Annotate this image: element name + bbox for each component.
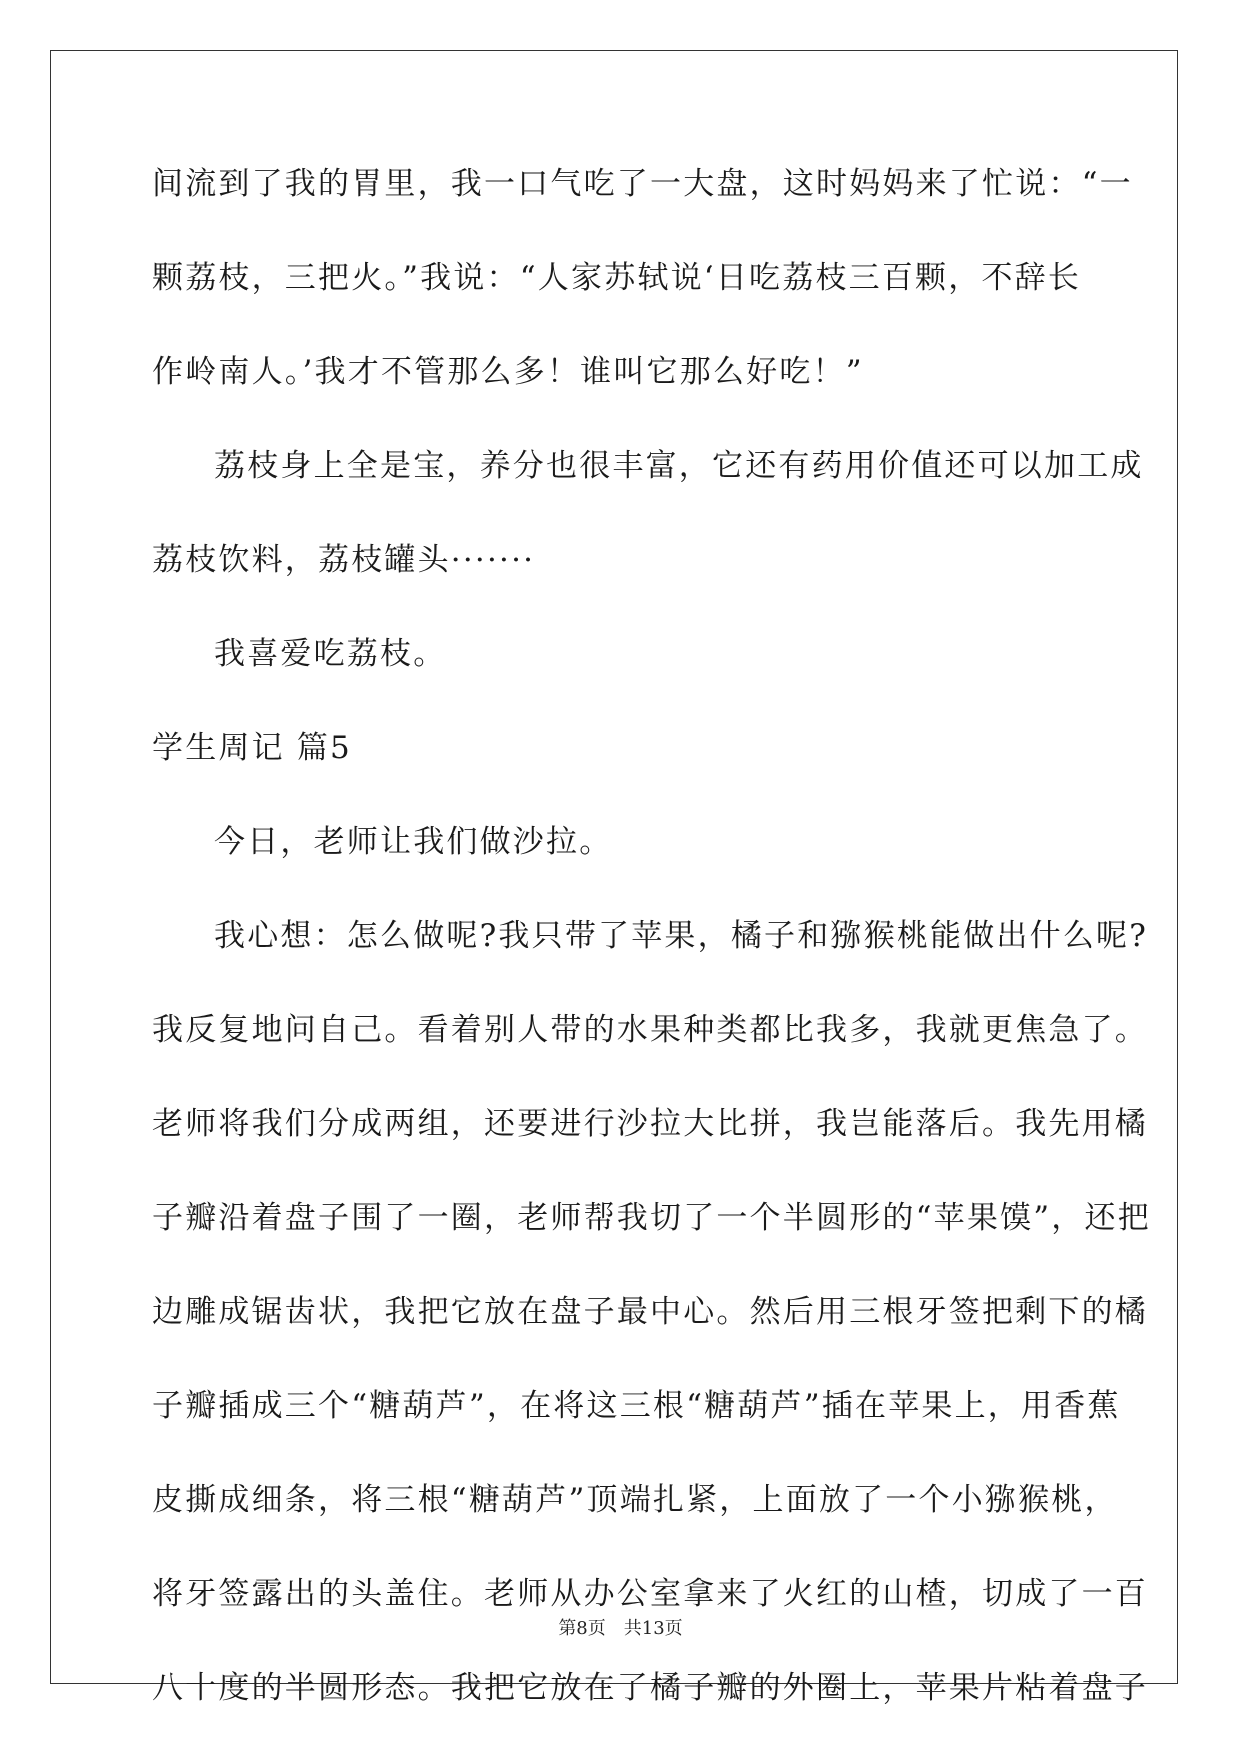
text-line: 间流到了我的胃里，我一口气吃了一大盘，这时妈妈来了忙说：“一: [152, 166, 1133, 202]
paragraph-line: 荔枝身上全是宝，养分也很丰富，它还有药用价值还可以加工成: [214, 448, 1144, 484]
text-line: 荔枝饮料，荔枝罐头·······: [152, 542, 536, 578]
text-line: 作岭南人。’我才不管那么多！谁叫它那么好吃！”: [152, 354, 864, 390]
paragraph-line: 我心想：怎么做呢?我只带了苹果，橘子和猕猴桃能做出什么呢?: [214, 918, 1149, 954]
page-total: 共13页: [623, 1618, 683, 1639]
text-line: 边雕成锯齿状，我把它放在盘子最中心。然后用三根牙签把剩下的橘: [152, 1294, 1148, 1330]
text-line: 皮撕成细条，将三根“糖葫芦”顶端扎紧，上面放了一个小猕猴桃，: [152, 1482, 1118, 1518]
page-number: 第8页: [558, 1618, 606, 1639]
page-footer: [0, 1614, 1241, 1640]
text-line: 子瓣沿着盘子围了一圈，老师帮我切了一个半圆形的“苹果馍”，还把: [152, 1200, 1151, 1236]
text-line: 八十度的半圆形态。我把它放在了橘子瓣的外圈上，苹果片粘着盘子: [152, 1670, 1148, 1706]
text-line: 我反复地问自己。看着别人带的水果种类都比我多，我就更焦急了。: [152, 1012, 1148, 1048]
section-heading: 学生周记 篇5: [152, 730, 352, 766]
document-body: [152, 151, 1151, 1749]
text-line: 颗荔枝，三把火。”我说：“人家苏轼说‘日吃荔枝三百颗，不辞长: [152, 260, 1082, 296]
text-line: 子瓣插成三个“糖葫芦”，在将这三根“糖葫芦”插在苹果上，用香蕉: [152, 1388, 1121, 1424]
text-line: 老师将我们分成两组，还要进行沙拉大比拼，我岂能落后。我先用橘: [152, 1106, 1148, 1142]
text-line: 将牙签露出的头盖住。老师从办公室拿来了火红的山楂，切成了一百: [152, 1576, 1148, 1612]
paragraph-line: 今日，老师让我们做沙拉。: [214, 824, 613, 860]
paragraph-line: 我喜爱吃荔枝。: [214, 636, 447, 672]
